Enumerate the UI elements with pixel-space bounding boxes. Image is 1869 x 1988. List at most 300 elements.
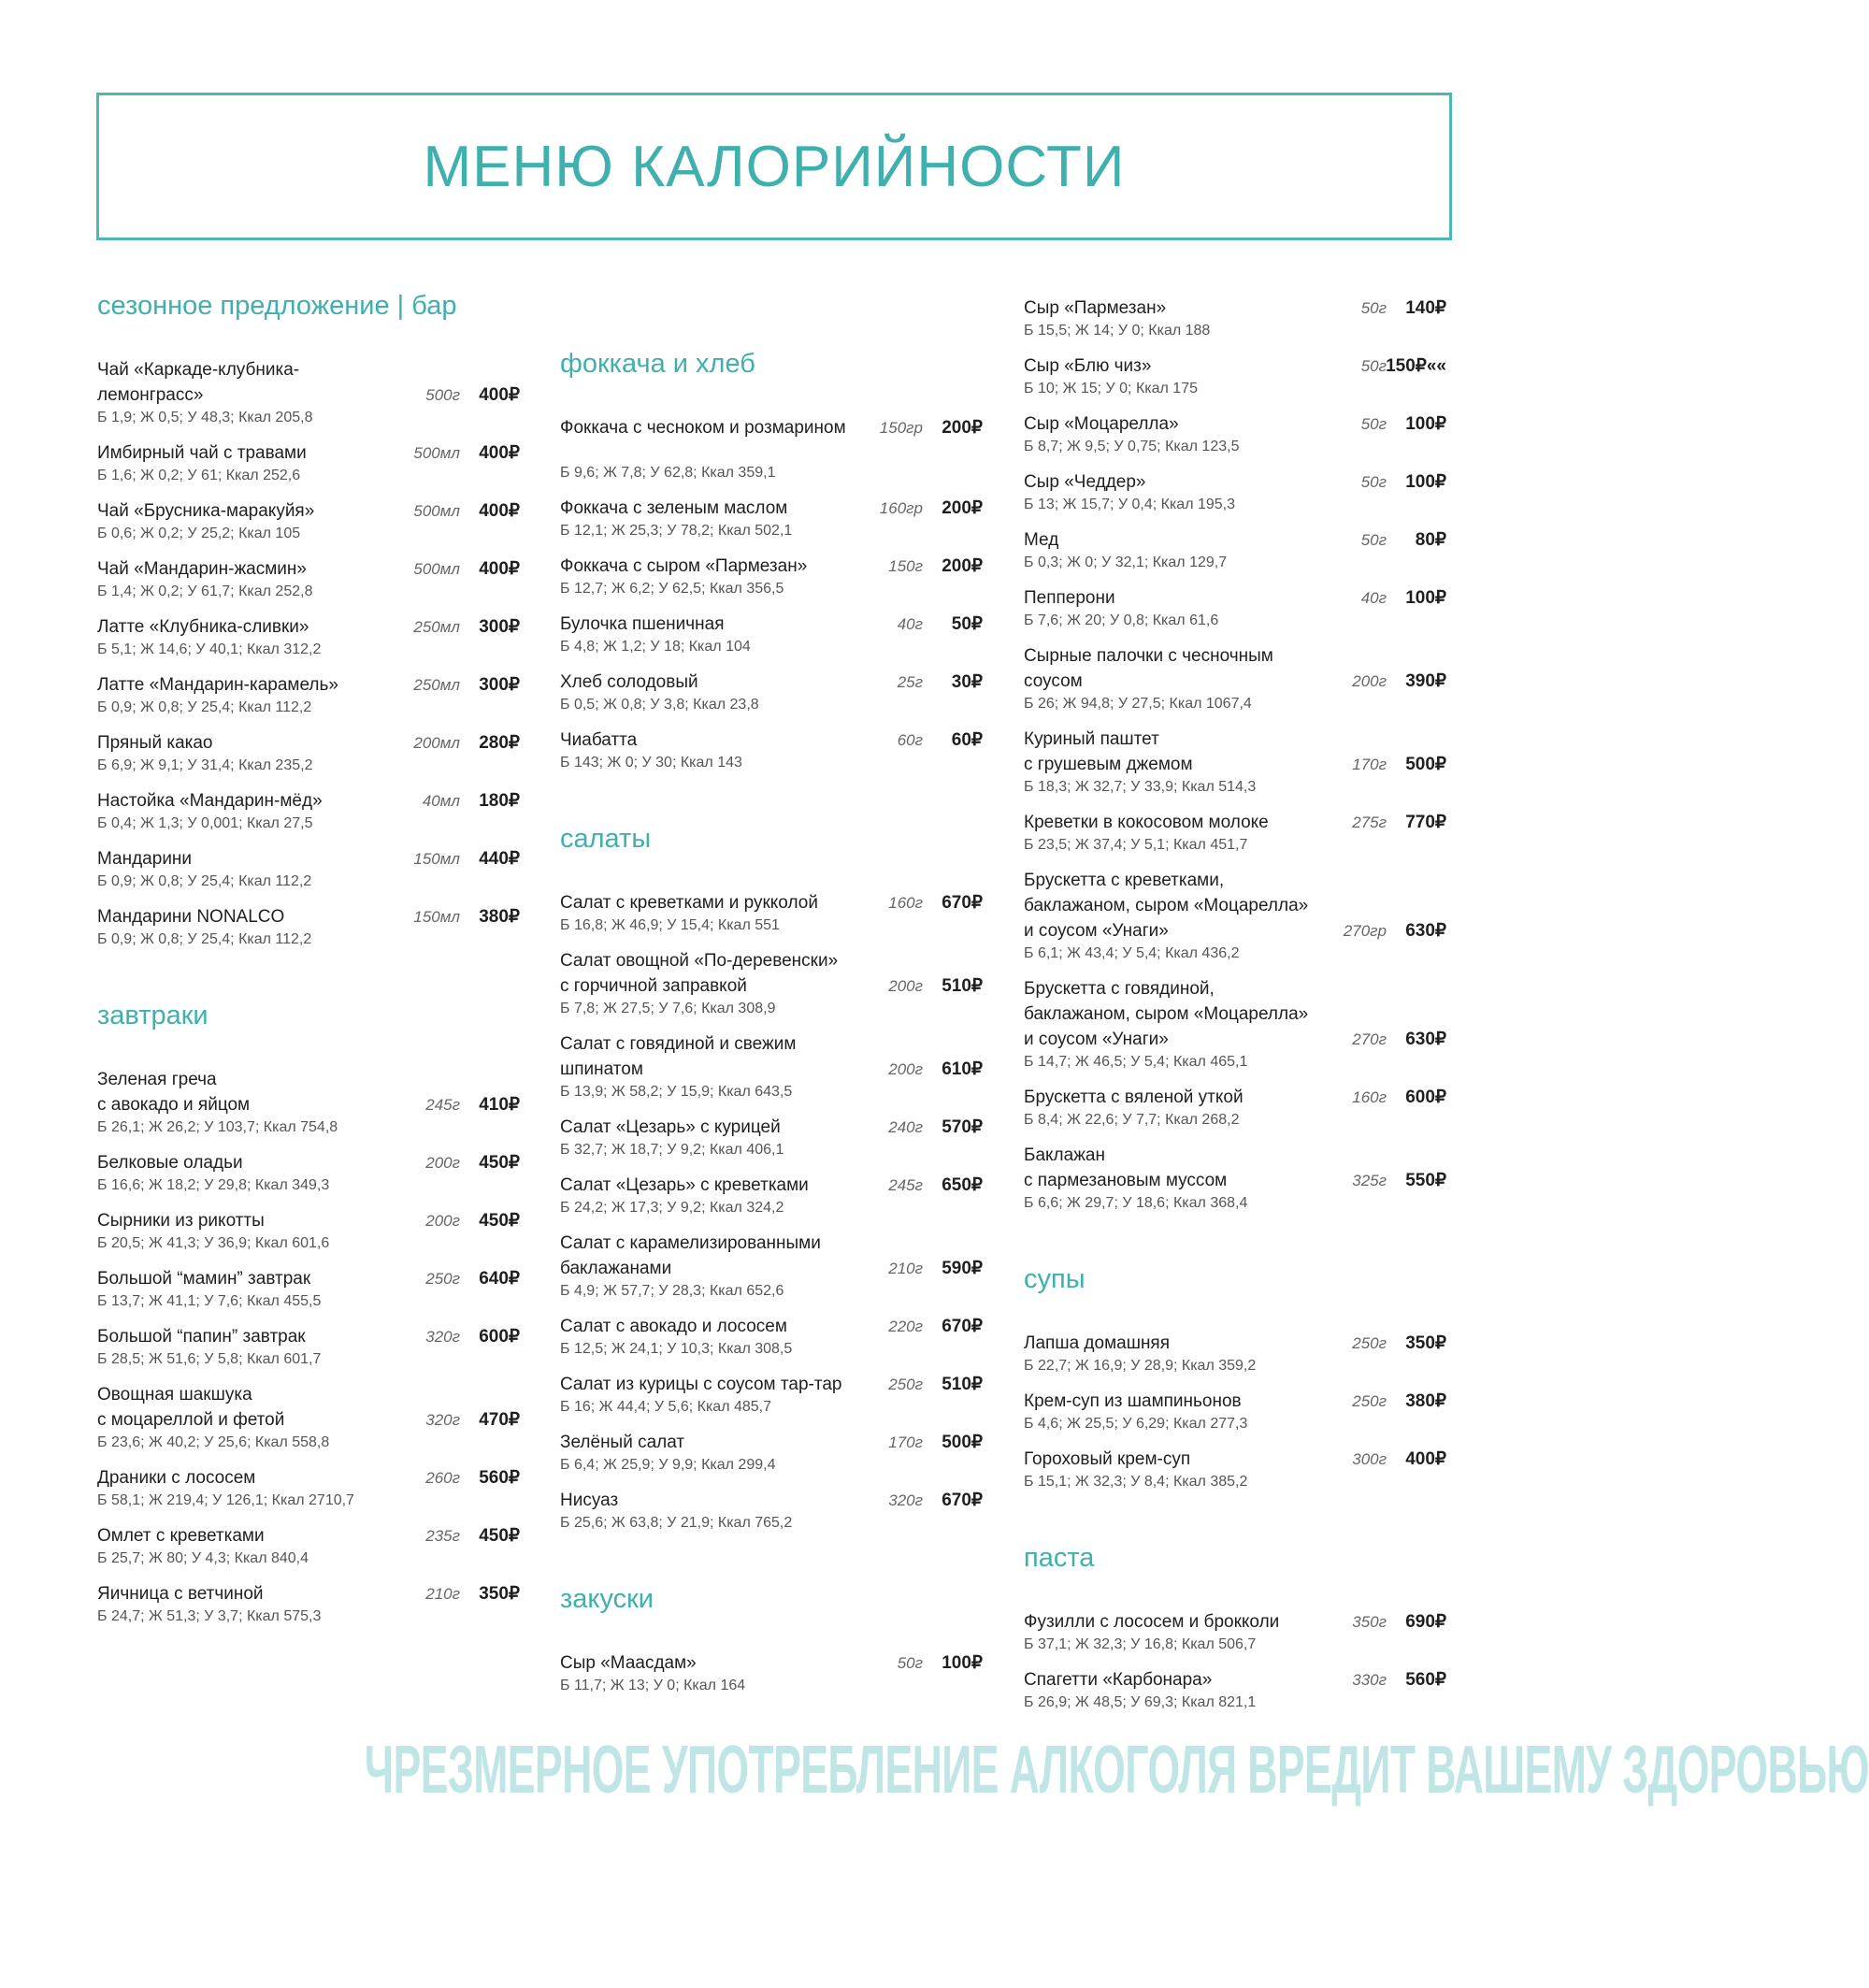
menu-item-price: 100₽ (1405, 472, 1446, 492)
menu-section (1024, 295, 1446, 1263)
menu-item-weight: 200г (888, 977, 923, 995)
menu-item-nutrition: Б 6,4; Ж 25,9; У 9,9; Ккал 299,4 (560, 1457, 776, 1473)
menu-item-weight: 150гр (879, 419, 923, 437)
menu-item-weight: 500мл (413, 560, 460, 578)
menu-item-nutrition: Б 22,7; Ж 16,9; У 28,9; Ккал 359,2 (1024, 1358, 1257, 1374)
menu-item-price: 350₽ (479, 1584, 520, 1604)
menu-item-header (1024, 1667, 1446, 1693)
menu-item-weight: 200г (1352, 672, 1387, 690)
menu-item-nutrition: Б 28,5; Ж 51,6; У 5,8; Ккал 601,7 (97, 1351, 322, 1367)
menu-item (97, 1150, 520, 1196)
menu-item-nutrition: Б 12,5; Ж 24,1; У 10,3; Ккал 308,5 (560, 1341, 793, 1357)
menu-item-price: 140₽ (1405, 298, 1446, 318)
menu-item-nutrition: Б 7,8; Ж 27,5; У 7,6; Ккал 308,9 (560, 1001, 776, 1016)
menu-item-price: 380₽ (479, 907, 520, 927)
menu-item-nutrition: Б 143; Ж 0; У 30; Ккал 143 (560, 755, 742, 771)
menu-item (1024, 1331, 1446, 1376)
menu-item-header (1024, 643, 1446, 694)
menu-item-header (97, 1266, 520, 1291)
menu-item-price: 450₽ (479, 1211, 520, 1231)
menu-item-nutrition: Б 37,1; Ж 32,3; У 16,8; Ккал 506,7 (1024, 1636, 1257, 1652)
menu-item-price: 610₽ (942, 1059, 983, 1079)
menu-item-name: Драники с лососем (97, 1468, 256, 1488)
menu-item (1024, 810, 1446, 856)
menu-item-nutrition: Б 0,3; Ж 0; У 32,1; Ккал 129,7 (1024, 555, 1228, 570)
menu-item-header (97, 357, 520, 408)
menu-item (97, 1465, 520, 1511)
menu-item-price: 100₽ (942, 1653, 983, 1673)
menu-item-price: 690₽ (1405, 1612, 1446, 1632)
menu-item-header (560, 670, 983, 695)
section-title: фоккача и хлеб (560, 349, 755, 379)
menu-item-nutrition: Б 12,7; Ж 6,2; У 62,5; Ккал 356,5 (560, 581, 784, 597)
menu-item (1024, 868, 1446, 964)
menu-item-header (560, 415, 983, 440)
menu-item-header (97, 440, 520, 466)
menu-item-header (560, 1314, 983, 1339)
menu-section (97, 1000, 520, 1677)
menu-item-header (1024, 727, 1446, 777)
menu-item-name: Зеленая греча с авокадо и яйцом (97, 1070, 251, 1115)
menu-item (1024, 727, 1446, 798)
menu-item (97, 556, 520, 602)
title-frame (96, 93, 1452, 240)
menu-item-name: Мандарини NONALCO (97, 907, 285, 927)
section-spacer (1024, 1505, 1446, 1542)
menu-item-name: Салат из курицы с соусом тар-тар (560, 1375, 842, 1394)
menu-item-weight: 160гр (879, 499, 923, 517)
menu-item-price: 630₽ (1405, 1030, 1446, 1049)
menu-item-header (560, 948, 983, 999)
menu-item-header (97, 1208, 520, 1233)
menu-item-header (560, 554, 983, 579)
menu-item (560, 415, 983, 483)
menu-item-nutrition: Б 13,7; Ж 41,1; У 7,6; Ккал 455,5 (97, 1293, 322, 1309)
menu-item-price: 450₽ (479, 1526, 520, 1546)
menu-item-price: 600₽ (479, 1327, 520, 1347)
menu-item-name: Салат «Цезарь» с курицей (560, 1117, 781, 1137)
menu-item-header (560, 496, 983, 521)
menu-item-price: 200₽ (942, 418, 983, 438)
menu-item (97, 1208, 520, 1254)
menu-item-price: 100₽ (1405, 414, 1446, 434)
menu-item-price: 560₽ (1405, 1670, 1446, 1690)
menu-item (560, 1314, 983, 1360)
menu-item (97, 1266, 520, 1312)
menu-item-header (1024, 1085, 1446, 1110)
menu-item-nutrition: Б 6,1; Ж 43,4; У 5,4; Ккал 436,2 (1024, 945, 1240, 961)
menu-item-weight: 210г (888, 1260, 923, 1277)
menu-item-price: 280₽ (479, 733, 520, 753)
menu-item-weight: 170г (1352, 756, 1387, 773)
menu-item-weight: 50г (1360, 473, 1387, 491)
menu-item-price: 350₽ (1405, 1333, 1446, 1353)
menu-item-nutrition: Б 24,7; Ж 51,3; У 3,7; Ккал 575,3 (97, 1608, 322, 1624)
menu-item-price: 100₽ (1405, 588, 1446, 608)
menu-item-nutrition: Б 20,5; Ж 41,3; У 36,9; Ккал 601,6 (97, 1235, 330, 1251)
menu-item (1024, 527, 1446, 573)
menu-item-price: 640₽ (479, 1269, 520, 1289)
menu-item-name: Нисуаз (560, 1491, 619, 1510)
menu-item (97, 730, 520, 776)
menu-item-price: 200₽ (942, 556, 983, 576)
menu-item-weight: 250г (888, 1376, 923, 1393)
menu-item-nutrition: Б 24,2; Ж 17,3; У 9,2; Ккал 324,2 (560, 1200, 784, 1216)
menu-item-price: 400₽ (1405, 1449, 1446, 1469)
menu-item-header (1024, 527, 1446, 553)
menu-item (1024, 1447, 1446, 1492)
menu-item-nutrition: Б 11,7; Ж 13; У 0; Ккал 164 (560, 1678, 746, 1693)
menu-section (560, 823, 983, 1583)
menu-item-price: 380₽ (1405, 1391, 1446, 1411)
menu-item-header (97, 1523, 520, 1549)
menu-item (560, 554, 983, 599)
menu-item-weight: 245г (888, 1176, 923, 1194)
menu-item (560, 890, 983, 936)
menu-item-nutrition: Б 1,4; Ж 0,2; У 61,7; Ккал 252,8 (97, 583, 313, 599)
menu-item-nutrition: Б 8,7; Ж 9,5; У 0,75; Ккал 123,5 (1024, 439, 1240, 454)
menu-item (97, 1324, 520, 1370)
menu-item-weight: 320г (425, 1411, 460, 1429)
menu-item-header (1024, 810, 1446, 835)
menu-item-header (1024, 353, 1446, 379)
menu-item (560, 727, 983, 773)
menu-item-nutrition: Б 25,7; Ж 80; У 4,3; Ккал 840,4 (97, 1550, 309, 1566)
menu-item-price: 500₽ (1405, 755, 1446, 774)
menu-item (97, 614, 520, 660)
menu-item (560, 1031, 983, 1102)
menu-item (1024, 1143, 1446, 1214)
menu-item-header (560, 1430, 983, 1455)
menu-item-price: 410₽ (479, 1095, 520, 1115)
menu-item-name: Крем-суп из шампиньонов (1024, 1391, 1242, 1411)
menu-item-nutrition: Б 16,8; Ж 46,9; У 15,4; Ккал 551 (560, 917, 780, 933)
menu-item-nutrition: Б 10; Ж 15; У 0; Ккал 175 (1024, 381, 1198, 396)
menu-item-name: Большой “папин” завтрак (97, 1327, 306, 1347)
menu-item-nutrition: Б 9,6; Ж 7,8; У 62,8; Ккал 359,1 (560, 465, 776, 481)
menu-section (560, 348, 983, 823)
menu-item-nutrition: Б 6,6; Ж 29,7; У 18,6; Ккал 368,4 (1024, 1195, 1248, 1211)
menu-item-weight: 270г (1352, 1030, 1387, 1048)
menu-item-nutrition: Б 26,9; Ж 48,5; У 69,3; Ккал 821,1 (1024, 1694, 1257, 1710)
spacer (560, 440, 983, 463)
menu-item-weight: 220г (888, 1318, 923, 1335)
menu-item-name: Сырники из рикотты (97, 1211, 265, 1231)
menu-item-header (1024, 1331, 1446, 1356)
menu-item-name: Фоккача с зеленым маслом (560, 498, 788, 518)
menu-item-header (97, 614, 520, 640)
section-spacer (560, 785, 983, 823)
menu-item (97, 904, 520, 950)
menu-item (97, 440, 520, 486)
menu-item-price: 470₽ (479, 1410, 520, 1430)
menu-item-header (97, 556, 520, 582)
menu-item-nutrition: Б 18,3; Ж 32,7; У 33,9; Ккал 514,3 (1024, 779, 1257, 795)
menu-item-name: Хлеб солодовый (560, 672, 698, 692)
menu-item-weight: 240г (888, 1118, 923, 1136)
menu-item-header (97, 730, 520, 756)
menu-item-name: Зелёный салат (560, 1433, 685, 1452)
menu-item (560, 1488, 983, 1534)
menu-item-weight: 270гр (1343, 922, 1387, 940)
menu-item-price: 390₽ (1405, 671, 1446, 691)
menu-item-nutrition: Б 1,9; Ж 0,5; У 48,3; Ккал 205,8 (97, 410, 313, 425)
menu-item-nutrition: Б 7,6; Ж 20; У 0,8; Ккал 61,6 (1024, 612, 1219, 628)
menu-item-weight: 260г (425, 1469, 460, 1487)
menu-item-nutrition: Б 15,1; Ж 32,3; У 8,4; Ккал 385,2 (1024, 1474, 1248, 1490)
menu-item-name: Булочка пшеничная (560, 614, 725, 634)
menu-item (560, 948, 983, 1019)
menu-item-nutrition: Б 4,6; Ж 25,5; У 6,29; Ккал 277,3 (1024, 1416, 1248, 1432)
menu-item-name: Настойка «Мандарин-мёд» (97, 791, 323, 811)
menu-item-name: Сырные палочки с чесночным соусом (1024, 646, 1273, 691)
menu-item-price: 80₽ (1415, 530, 1446, 550)
menu-item (1024, 1609, 1446, 1655)
menu-item-price: 300₽ (479, 675, 520, 695)
menu-item-name: Салат с авокадо и лососем (560, 1317, 787, 1336)
menu-item-name: Чиабатта (560, 730, 638, 750)
menu-item-nutrition: Б 8,4; Ж 22,6; У 7,7; Ккал 268,2 (1024, 1112, 1240, 1128)
menu-item (97, 788, 520, 834)
menu-item-name: Омлет с креветками (97, 1526, 265, 1546)
menu-item-weight: 25г (897, 673, 923, 691)
menu-item-name: Брускетта с вяленой уткой (1024, 1088, 1244, 1107)
section-title: салаты (560, 824, 652, 854)
section-title: закуски (560, 1584, 654, 1614)
menu-item-price: 440₽ (479, 849, 520, 869)
menu-item-header (97, 904, 520, 929)
menu-item-name: Имбирный чай с травами (97, 443, 307, 463)
menu-item-price: 300₽ (479, 617, 520, 637)
menu-item-name: Латте «Клубника-сливки» (97, 617, 309, 637)
menu-item-name: Брускетта с говядиной, баклажаном, сыром «Моцарелла» и соусом «Унаги» (1024, 979, 1309, 1049)
menu-item (560, 1430, 983, 1476)
menu-item-weight: 235г (425, 1527, 460, 1545)
menu-item-header (560, 1372, 983, 1397)
menu-item-name: Чай «Брусника-маракуйя» (97, 501, 315, 521)
menu-item-name: Чай «Каркаде-клубника- лемонграсс» (97, 360, 300, 405)
menu-item-price: 510₽ (942, 1375, 983, 1394)
menu-item-name: Большой “мамин” завтрак (97, 1269, 311, 1289)
menu-item-name: Чай «Мандарин-жасмин» (97, 559, 307, 579)
menu-item-header (1024, 469, 1446, 495)
menu-item-weight: 200г (425, 1154, 460, 1172)
menu-item-nutrition: Б 32,7; Ж 18,7; У 9,2; Ккал 406,1 (560, 1142, 784, 1158)
menu-item-name: Сыр «Маасдам» (560, 1653, 697, 1673)
menu-item-header (1024, 1389, 1446, 1414)
menu-item-price: 670₽ (942, 1491, 983, 1510)
menu-item-name: Мандарини (97, 849, 193, 869)
menu-item-name: Салат с говядиной и свежим шпинатом (560, 1034, 797, 1079)
menu-item-weight: 500мл (413, 502, 460, 520)
menu-item-price: 30₽ (951, 672, 983, 692)
menu-item-nutrition: Б 6,9; Ж 9,1; У 31,4; Ккал 235,2 (97, 757, 313, 773)
menu-item (560, 496, 983, 541)
menu-item-name: Баклажан с пармезановым муссом (1024, 1145, 1228, 1190)
menu-item-name: Спагетти «Карбонара» (1024, 1670, 1213, 1690)
menu-item (560, 1173, 983, 1218)
menu-item-header (560, 1031, 983, 1082)
menu-item-price: 570₽ (942, 1117, 983, 1137)
menu-item-nutrition: Б 26; Ж 94,8; У 27,5; Ккал 1067,4 (1024, 696, 1252, 712)
menu-item-price: 600₽ (1405, 1088, 1446, 1107)
menu-item-header (1024, 976, 1446, 1052)
menu-item-weight: 500мл (413, 444, 460, 462)
menu-item-header (1024, 585, 1446, 611)
menu-item (1024, 411, 1446, 457)
menu-item-price: 770₽ (1405, 813, 1446, 832)
menu-item-nutrition: Б 0,5; Ж 0,8; У 3,8; Ккал 23,8 (560, 697, 759, 713)
menu-item-name: Лапша домашняя (1024, 1333, 1171, 1353)
menu-item-weight: 350г (1352, 1613, 1387, 1631)
menu-item-name: Пряный какао (97, 733, 213, 753)
menu-item-weight: 245г (425, 1096, 460, 1114)
menu-item-name: Фоккача с сыром «Пармезан» (560, 556, 808, 576)
menu-item-header (97, 1067, 520, 1117)
menu-item-name: Салат с карамелизированными баклажанами (560, 1233, 821, 1278)
menu-item-header (97, 1581, 520, 1606)
menu-item-header (97, 846, 520, 872)
menu-item-weight: 40мл (422, 792, 460, 810)
menu-item-header (560, 612, 983, 637)
menu-item-weight: 60г (897, 731, 923, 749)
menu-item-weight: 50г (1360, 531, 1387, 549)
menu-item-header (1024, 295, 1446, 321)
menu-item-nutrition: Б 15,5; Ж 14; У 0; Ккал 188 (1024, 323, 1211, 339)
section-spacer (97, 962, 520, 1000)
menu-item (1024, 1389, 1446, 1434)
menu-item-weight: 50г (1360, 357, 1387, 375)
menu-item-weight: 250мл (413, 618, 460, 636)
section-spacer (1024, 1226, 1446, 1263)
section-title: завтраки (97, 1001, 208, 1030)
menu-item-weight: 250мл (413, 676, 460, 694)
menu-item-header (1024, 1143, 1446, 1193)
menu-item (1024, 643, 1446, 714)
menu-item (1024, 1667, 1446, 1713)
menu-item (97, 1067, 520, 1138)
menu-item-header (97, 672, 520, 698)
menu-item-weight: 40г (1360, 589, 1387, 607)
menu-item-weight: 200г (888, 1060, 923, 1078)
menu-item-weight: 210г (425, 1585, 460, 1603)
menu-item-weight: 250г (1352, 1334, 1387, 1352)
menu-item-nutrition: Б 0,9; Ж 0,8; У 25,4; Ккал 112,2 (97, 931, 312, 947)
menu-item-weight: 330г (1352, 1671, 1387, 1689)
menu-item-weight: 200мл (413, 734, 460, 752)
menu-item-nutrition: Б 4,9; Ж 57,7; У 28,3; Ккал 652,6 (560, 1283, 784, 1299)
menu-item-name: Куриный паштет с грушевым джемом (1024, 729, 1193, 774)
menu-item-header (97, 1465, 520, 1491)
section-title: паста (1024, 1543, 1095, 1573)
menu-item-weight: 150мл (413, 850, 460, 868)
menu-item-header (97, 788, 520, 814)
menu-item-name: Фузилли с лососем и брокколи (1024, 1612, 1280, 1632)
menu-item-weight: 50г (1360, 415, 1387, 433)
menu-item-name: Сыр «Пармезан» (1024, 298, 1167, 318)
menu-item-price: 50₽ (951, 614, 983, 634)
menu-item-header (1024, 1447, 1446, 1472)
menu-column-1 (97, 290, 520, 1677)
menu-item-nutrition: Б 14,7; Ж 46,5; У 5,4; Ккал 465,1 (1024, 1054, 1248, 1070)
menu-item-weight: 50г (897, 1654, 923, 1672)
menu-item (97, 1523, 520, 1569)
menu-item-header (97, 1150, 520, 1175)
menu-item-nutrition: Б 13,9; Ж 58,2; У 15,9; Ккал 643,5 (560, 1084, 793, 1100)
menu-item-name: Брускетта с креветками, баклажаном, сыром «Моцарелла» и соусом «Унаги» (1024, 871, 1309, 941)
menu-item-header (560, 890, 983, 915)
menu-item-price: 500₽ (942, 1433, 983, 1452)
section-title: супы (1024, 1264, 1085, 1294)
menu-item (97, 1382, 520, 1453)
menu-item-weight: 250г (1352, 1392, 1387, 1410)
menu-item (97, 357, 520, 428)
menu-item-price: 200₽ (942, 498, 983, 518)
menu-item-weight: 160г (1352, 1088, 1387, 1106)
menu-item (97, 498, 520, 544)
menu-item-name: Латте «Мандарин-карамель» (97, 675, 338, 695)
menu-item (97, 1581, 520, 1627)
menu-item-nutrition: Б 0,4; Ж 1,3; У 0,001; Ккал 27,5 (97, 815, 313, 831)
menu-item-weight: 500г (425, 386, 460, 404)
menu-item-header (1024, 411, 1446, 437)
menu-item (97, 846, 520, 892)
menu-item-header (97, 1324, 520, 1349)
menu-item (560, 1115, 983, 1160)
menu-item-price: 550₽ (1405, 1171, 1446, 1190)
menu-item-header (560, 1231, 983, 1281)
menu-item-nutrition: Б 0,9; Ж 0,8; У 25,4; Ккал 112,2 (97, 699, 312, 715)
menu-item-price: 670₽ (942, 893, 983, 913)
menu-item-nutrition: Б 0,9; Ж 0,8; У 25,4; Ккал 112,2 (97, 873, 312, 889)
menu-item-weight: 275г (1352, 814, 1387, 831)
menu-item-price: 400₽ (479, 385, 520, 405)
menu-item-weight: 50г (1360, 299, 1387, 317)
menu-column-2 (560, 348, 983, 1746)
menu-item-name: Сыр «Блю чиз» (1024, 356, 1152, 376)
menu-item (560, 612, 983, 657)
menu-item-nutrition: Б 5,1; Ж 14,6; У 40,1; Ккал 312,2 (97, 641, 322, 657)
menu-item-name: Сыр «Чеддер» (1024, 472, 1146, 492)
menu-item (560, 670, 983, 715)
menu-item-name: Сыр «Моцарелла» (1024, 414, 1179, 434)
menu-section (1024, 1263, 1446, 1542)
menu-item-name: Салат «Цезарь» с креветками (560, 1175, 809, 1195)
menu-item-header (560, 1650, 983, 1676)
menu-item (1024, 469, 1446, 515)
menu-item-name: Белковые оладьи (97, 1153, 243, 1173)
menu-item-nutrition: Б 23,5; Ж 37,4; У 5,1; Ккал 451,7 (1024, 837, 1248, 853)
menu-item-header (560, 1488, 983, 1513)
menu-item-nutrition: Б 4,8; Ж 1,2; У 18; Ккал 104 (560, 639, 751, 655)
menu-item-nutrition: Б 13; Ж 15,7; У 0,4; Ккал 195,3 (1024, 497, 1236, 512)
menu-item-weight: 150г (888, 557, 923, 575)
menu-item-name: Яичница с ветчиной (97, 1584, 264, 1604)
menu-item-header (97, 498, 520, 524)
menu-item-price: 630₽ (1405, 921, 1446, 941)
menu-item-price: 510₽ (942, 976, 983, 996)
menu-item-name: Овощная шакшука с моцареллой и фетой (97, 1385, 285, 1430)
menu-item-weight: 325г (1352, 1172, 1387, 1189)
menu-item-price: 590₽ (942, 1259, 983, 1278)
menu-item (560, 1650, 983, 1696)
menu-item-name: Гороховый крем-суп (1024, 1449, 1191, 1469)
menu-item (560, 1231, 983, 1302)
menu-item-nutrition: Б 23,6; Ж 40,2; У 25,6; Ккал 558,8 (97, 1434, 330, 1450)
menu-item-header (560, 727, 983, 753)
menu-item (1024, 295, 1446, 341)
menu-section (560, 1583, 983, 1746)
